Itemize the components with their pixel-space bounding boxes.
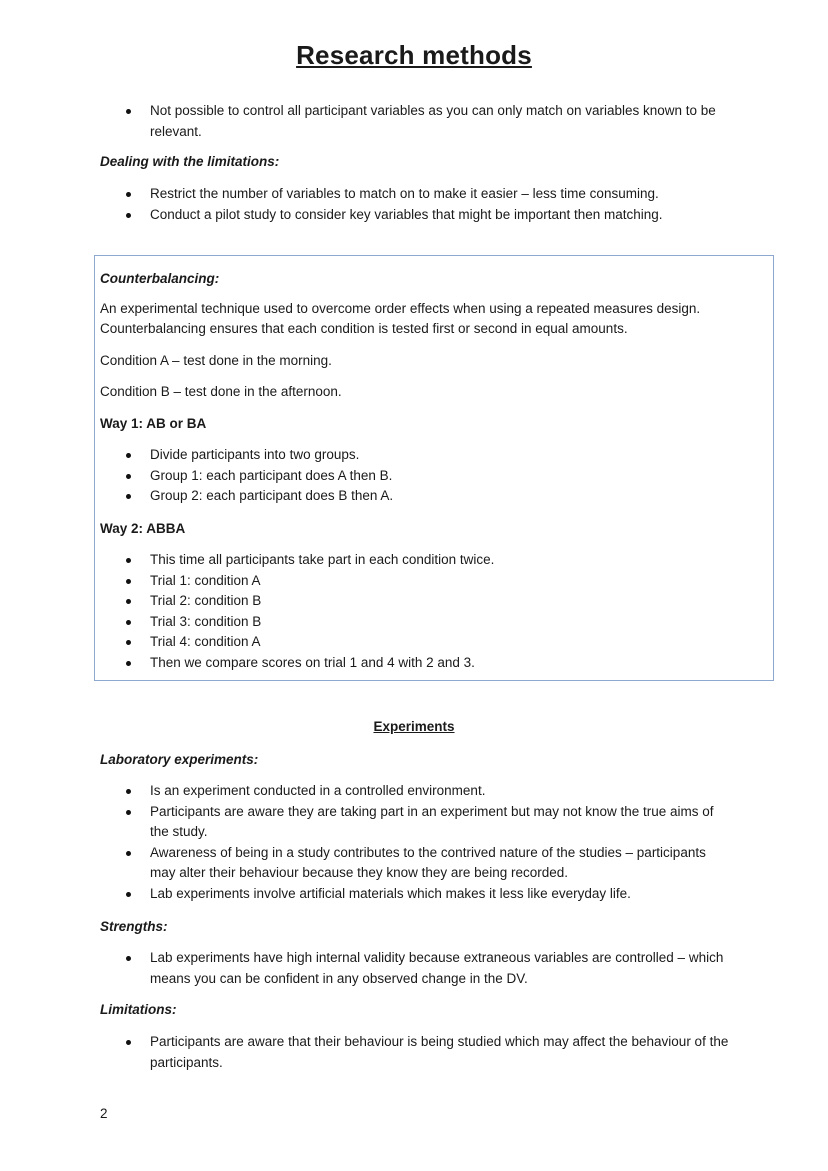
lab-bullet-list <box>0 781 828 904</box>
list-item: Is an experiment conducted in a controlled environment. <box>0 781 828 802</box>
way2-heading: Way 2: ABBA <box>100 521 186 536</box>
list-item: Conduct a pilot study to consider key variables that might be important then matching. <box>0 205 828 226</box>
list-item: Trial 4: condition A <box>0 632 828 653</box>
condition-a-text: Condition A – test done in the morning. <box>100 353 332 368</box>
list-item: This time all participants take part in each condition twice. <box>0 550 828 571</box>
counterbalancing-description: An experimental technique used to overcome order effects when using a repeated measures design. Counterbalancing ensures that each condition is tested first or second in equal amounts. <box>100 301 701 336</box>
list-item: Trial 1: condition A <box>0 571 828 592</box>
strengths-heading: Strengths: <box>100 919 168 934</box>
limitations-bullet-list <box>0 1032 828 1073</box>
strengths-bullet-list <box>0 948 828 989</box>
condition-b-text: Condition B – test done in the afternoon. <box>100 384 342 399</box>
list-item: Then we compare scores on trial 1 and 4 with 2 and 3. <box>0 653 828 674</box>
dealing-bullet-list <box>0 184 828 225</box>
list-item: Restrict the number of variables to match on to make it easier – less time consuming. <box>0 184 828 205</box>
list-item: Lab experiments involve artificial materials which makes it less like everyday life. <box>0 884 828 905</box>
counterbalancing-heading: Counterbalancing: <box>100 271 220 286</box>
dealing-heading: Dealing with the limitations: <box>100 154 280 169</box>
list-item: Group 1: each participant does A then B. <box>0 466 828 487</box>
page-title: Research methods <box>296 40 532 70</box>
list-item: Not possible to control all participant variables as you can only match on variables known to be relevant. <box>0 101 828 142</box>
experiments-heading: Experiments <box>373 719 455 734</box>
limitations-heading: Limitations: <box>100 1002 177 1017</box>
page-number: 2 <box>100 1106 108 1121</box>
list-item: Participants are aware that their behaviour is being studied which may affect the behaviour of the participants. <box>0 1032 828 1073</box>
list-item: Trial 3: condition B <box>0 612 828 633</box>
lab-experiments-heading: Laboratory experiments: <box>100 752 259 767</box>
list-item: Participants are aware they are taking part in an experiment but may not know the true aims of the study. <box>0 802 828 843</box>
way2-bullet-list <box>0 550 828 673</box>
list-item: Group 2: each participant does B then A. <box>0 486 828 507</box>
way1-heading: Way 1: AB or BA <box>100 416 207 431</box>
list-item: Awareness of being in a study contributes to the contrived nature of the studies – participants may alter their behaviour because they know they are being recorded. <box>0 843 828 884</box>
list-item: Lab experiments have high internal validity because extraneous variables are controlled – which means you can be confident in any observed change in the DV. <box>0 948 828 989</box>
list-item: Trial 2: condition B <box>0 591 828 612</box>
list-item: Divide participants into two groups. <box>0 445 828 466</box>
intro-bullet-list <box>0 101 828 142</box>
way1-bullet-list <box>0 445 828 507</box>
